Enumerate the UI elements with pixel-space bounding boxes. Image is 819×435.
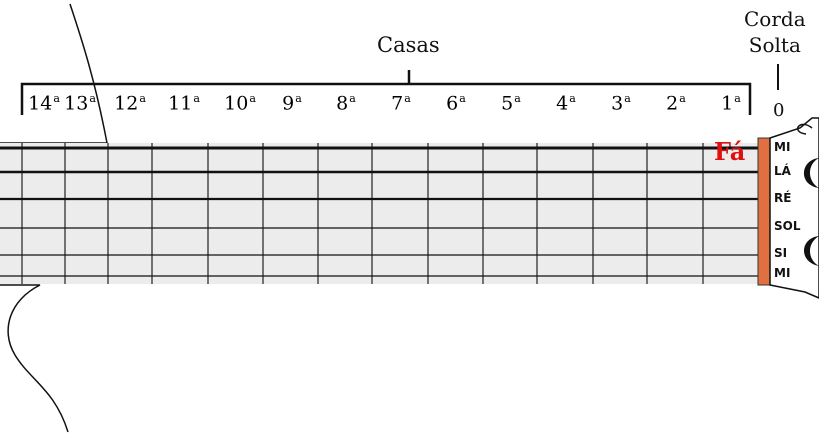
string-name-label: MI	[774, 140, 791, 154]
fret-label-ordinal: a	[349, 92, 356, 105]
fret-label	[556, 92, 576, 114]
fret-label-ordinal: a	[193, 92, 200, 105]
fret-label	[721, 92, 741, 114]
fret-label	[168, 92, 200, 114]
fret-label-number: 4	[556, 92, 569, 115]
fret-label-number: 7	[391, 92, 404, 115]
fret-label-number: 11	[168, 92, 193, 115]
highlight-note-label: Fá	[714, 137, 746, 166]
open-fret-number: 0	[773, 100, 785, 121]
fret-label	[666, 92, 686, 114]
nut	[758, 138, 770, 285]
fret-label	[501, 92, 521, 114]
fret-label	[391, 92, 411, 114]
fret-label-ordinal: a	[459, 92, 466, 105]
fret-label	[446, 92, 466, 114]
string-name-label: RÉ	[774, 191, 792, 205]
fret-label-ordinal: a	[514, 92, 521, 105]
fret-label-number: 6	[446, 92, 459, 115]
fret-label-number: 12	[114, 92, 139, 115]
fret-label-number: 2	[666, 92, 679, 115]
fretboard	[0, 143, 758, 284]
open-string-title-line1: Corda	[744, 7, 806, 31]
fret-label-ordinal: a	[569, 92, 576, 105]
fret-label	[114, 92, 146, 114]
string-name-label: LÁ	[774, 164, 791, 178]
fret-label-ordinal: a	[295, 92, 302, 105]
fret-label	[611, 92, 631, 114]
casas-title: Casas	[377, 33, 440, 57]
fret-label-ordinal: a	[89, 92, 96, 105]
string-name-label: SOL	[774, 219, 801, 233]
fret-label-number: 5	[501, 92, 514, 115]
fret-label-ordinal: a	[679, 92, 686, 105]
string-name-label: MI	[774, 266, 791, 280]
fret-label-ordinal: a	[624, 92, 631, 105]
fret-label-number: 14	[28, 92, 53, 115]
fret-label-ordinal: a	[249, 92, 256, 105]
fret-label-ordinal: a	[734, 92, 741, 105]
guitar-body-outline	[0, 4, 107, 143]
fret-label-number: 8	[336, 92, 349, 115]
fret-label-number: 13	[64, 92, 89, 115]
fret-label-number: 1	[721, 92, 734, 115]
fret-label-number: 3	[611, 92, 624, 115]
fret-label-ordinal: a	[139, 92, 146, 105]
fret-label	[336, 92, 356, 114]
fret-label	[64, 92, 96, 114]
open-string-title-line2: Solta	[748, 33, 801, 57]
fret-label	[28, 92, 60, 114]
fret-label-number: 10	[224, 92, 249, 115]
fret-label-ordinal: a	[53, 92, 60, 105]
guitar-body-cutaway	[0, 285, 68, 432]
open-string-title	[744, 6, 806, 58]
fret-label	[282, 92, 302, 114]
fret-label-ordinal: a	[404, 92, 411, 105]
fret-label-number: 9	[282, 92, 295, 115]
fret-label	[224, 92, 256, 114]
string-name-label: SI	[774, 246, 788, 260]
